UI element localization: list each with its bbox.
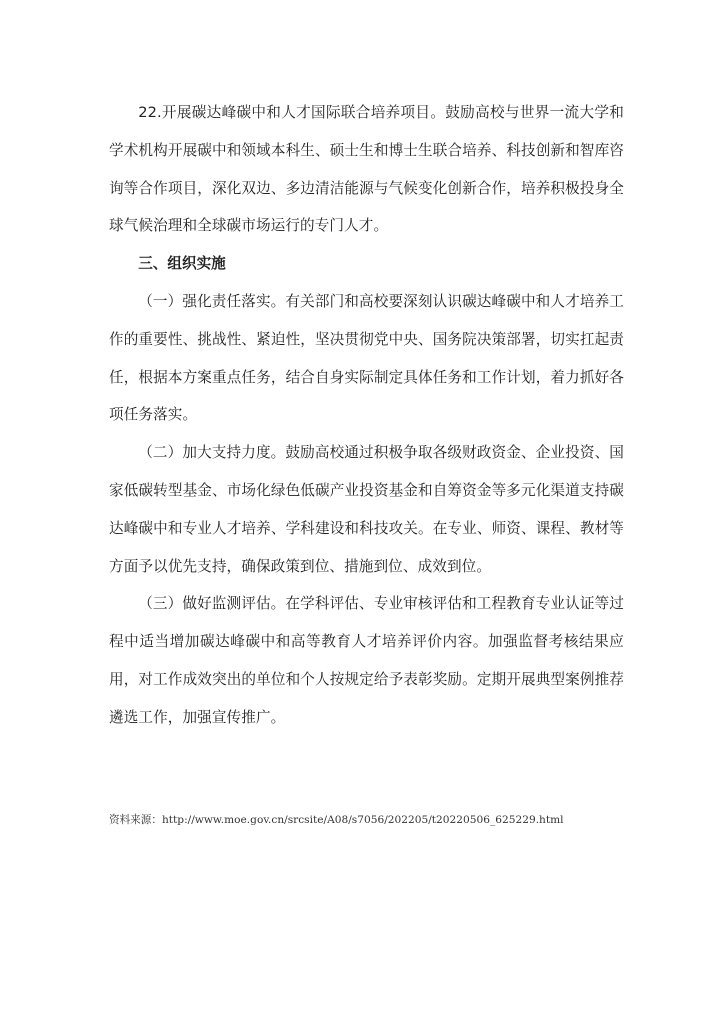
section-heading-organization: 三、组织实施 xyxy=(138,255,226,273)
paragraph-responsibility: （一）强化责任落实。有关部门和高校要深刻认识碳达峰碳中和人才培养工作的重要性、挑战性、紧迫性，坚决贯彻党中央、国务院决策部署，切实扛起责任，根据本方案重点任务，结合自身实际制定具体任务和工作计划，着力抓好各项任务落实。 xyxy=(109,292,624,424)
document-body xyxy=(109,94,624,737)
paragraph-item-22: 22.开展碳达峰碳中和人才国际联合培养项目。鼓励高校与世界一流大学和学术机构开展碳中和领域本科生、硕士生和博士生联合培养、科技创新和智库咨询等合作项目，深化双边、多边清洁能源与气候变化创新合作，培养积极投身全球气候治理和全球碳市场运行的专门人才。 xyxy=(109,104,624,235)
paragraph-evaluation: （三）做好监测评估。在学科评估、专业审核评估和工程教育专业认证等过程中适当增加碳达峰碳中和高等教育人才培养评价内容。加强监督考核结果应用，对工作成效突出的单位和个人按规定给予表彰奖励。定期开展典型案例推荐遴选工作，加强宣传推广。 xyxy=(109,595,624,726)
paragraph-support: （二）加大支持力度。鼓励高校通过积极争取各级财政资金、企业投资、国家低碳转型基金、市场化绿色低碳产业投资基金和自筹资金等多元化渠道支持碳达峰碳中和专业人才培养、学科建设和科技攻关。在专业、师资、课程、教材等方面予以优先支持，确保政策到位、措施到位、成效到位。 xyxy=(109,444,624,575)
source-note: 资料来源：http://www.moe.gov.cn/srcsite/A08/s7056/202205/t20220506_625229.html xyxy=(109,814,564,826)
